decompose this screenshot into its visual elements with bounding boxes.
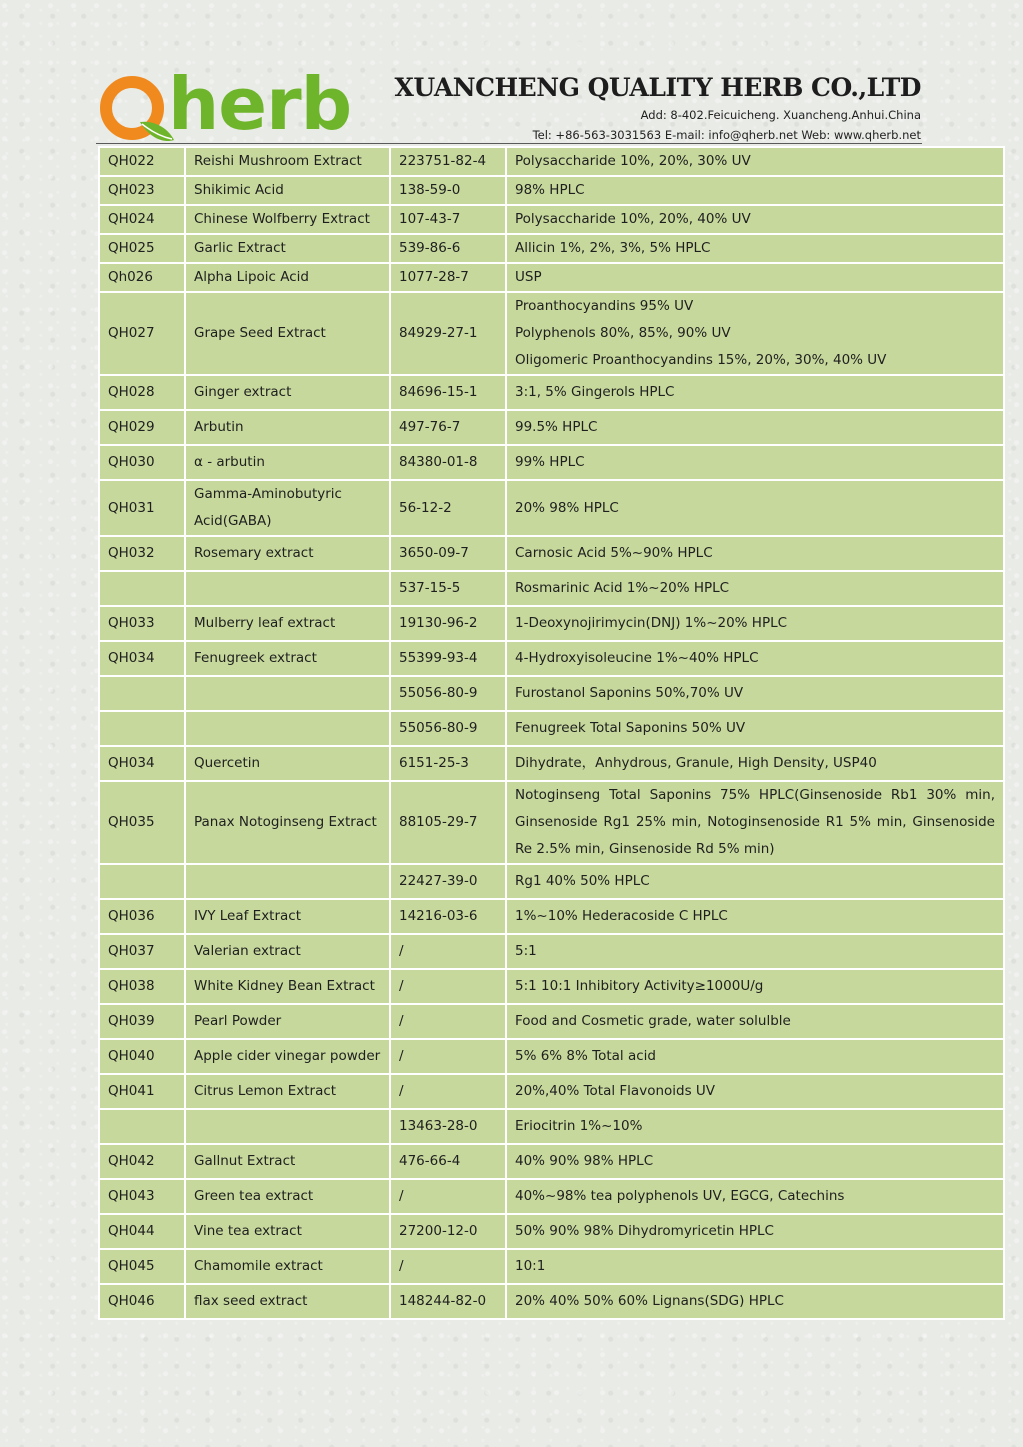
specification [506,864,1004,899]
cas-number: 14216-03-6 [390,899,506,934]
product-name: Fenugreek extract [185,641,390,676]
cas-number: / [390,1249,506,1284]
product-code [99,676,185,711]
product-code [99,864,185,899]
specification-line: 5% 6% 8% Total acid [515,1048,656,1064]
product-code: QH038 [99,969,185,1004]
specification [506,176,1004,205]
product-code: QH034 [99,641,185,676]
cas-number: / [390,934,506,969]
specification-line: 5:1 [515,943,537,959]
specification [506,410,1004,445]
specification-line: Polysaccharide 10%, 20%, 30% UV [515,153,751,169]
product-code: QH040 [99,1039,185,1074]
table-row [99,1284,1004,1319]
table-row [99,571,1004,606]
cas-number: 84380-01-8 [390,445,506,480]
product-code: QH041 [99,1074,185,1109]
cas-number: 1077-28-7 [390,263,506,292]
specification-line: 99% HPLC [515,454,585,470]
specification [506,899,1004,934]
specification-line: 20%,40% Total Flavonoids UV [515,1083,716,1099]
specification-line: 4-Hydroxyisoleucine 1%~40% HPLC [515,650,759,666]
specification [506,1004,1004,1039]
specification [506,1109,1004,1144]
product-name: Rosemary extract [185,536,390,571]
table-row [99,1249,1004,1284]
product-code: QH037 [99,934,185,969]
product-code [99,1109,185,1144]
specification-line: Food and Cosmetic grade, water solulble [515,1013,791,1029]
cas-number: 55399-93-4 [390,641,506,676]
table-row [99,781,1004,864]
specification [506,263,1004,292]
cas-number: 27200-12-0 [390,1214,506,1249]
cas-number: / [390,969,506,1004]
product-name: α - arbutin [185,445,390,480]
specification-line: Rg1 40% 50% HPLC [515,873,650,889]
cas-number: 539-86-6 [390,234,506,263]
product-name [185,864,390,899]
specification-line: Polyphenols 80%, 85%, 90% UV [515,325,731,341]
specification-line: Allicin 1%, 2%, 3%, 5% HPLC [515,240,711,256]
cas-number: 84696-15-1 [390,375,506,410]
logo-wordmark: herb [168,62,352,146]
table-row [99,234,1004,263]
product-name: Gamma-Aminobutyric Acid(GABA) [185,480,390,536]
specification [506,676,1004,711]
specification [506,571,1004,606]
specification [506,1284,1004,1319]
cas-number: 476-66-4 [390,1144,506,1179]
product-name: Quercetin [185,746,390,781]
table-row [99,1004,1004,1039]
table-row [99,1109,1004,1144]
specification [506,1074,1004,1109]
specification [506,606,1004,641]
cas-number: 148244-82-0 [390,1284,506,1319]
table-row [99,292,1004,375]
product-name: Ginger extract [185,375,390,410]
product-name: Panax Notoginseng Extract [185,781,390,864]
cas-number: 138-59-0 [390,176,506,205]
product-code: QH033 [99,606,185,641]
product-code [99,711,185,746]
table-row [99,375,1004,410]
table-row [99,205,1004,234]
product-name: Valerian extract [185,934,390,969]
specification [506,1249,1004,1284]
product-name: Shikimic Acid [185,176,390,205]
specification-line: 1-Deoxynojirimycin(DNJ) 1%~20% HPLC [515,615,788,631]
table-row [99,263,1004,292]
table-row [99,445,1004,480]
product-code: QH042 [99,1144,185,1179]
product-name: Alpha Lipoic Acid [185,263,390,292]
product-name: Citrus Lemon Extract [185,1074,390,1109]
specification-line: Fenugreek Total Saponins 50% UV [515,720,746,736]
product-code: QH022 [99,147,185,176]
q-leaf-logo-icon [96,74,176,150]
product-code: QH034 [99,746,185,781]
cas-number: 13463-28-0 [390,1109,506,1144]
product-table-body [99,147,1004,1319]
table-row [99,480,1004,536]
table-row [99,864,1004,899]
table-row [99,969,1004,1004]
product-name: Garlic Extract [185,234,390,263]
cas-number: 497-76-7 [390,410,506,445]
specification-line: 98% HPLC [515,182,585,198]
specification-line: Furostanol Saponins 50%,70% UV [515,685,744,701]
specification-line: Oligomeric Proanthocyandins 15%, 20%, 30%, 40% UV [515,352,887,368]
company-name: XUANCHENG QUALITY HERB CO.,LTD [394,73,921,102]
specification [506,292,1004,375]
table-row [99,536,1004,571]
specification [506,1214,1004,1249]
table-row [99,899,1004,934]
product-code: QH045 [99,1249,185,1284]
product-code: QH036 [99,899,185,934]
specification [506,1179,1004,1214]
table-row [99,1074,1004,1109]
specification-line: Polysaccharide 10%, 20%, 40% UV [515,211,751,227]
specification-line: 40%~98% tea polyphenols UV, EGCG, Catechins [515,1188,845,1204]
cas-number: / [390,1004,506,1039]
specification-line: Proanthocyandins 95% UV [515,298,694,314]
cas-number: 55056-80-9 [390,676,506,711]
cas-number: 223751-82-4 [390,147,506,176]
table-row [99,934,1004,969]
product-code: QH025 [99,234,185,263]
table-row [99,641,1004,676]
table-row [99,746,1004,781]
cas-number: 56-12-2 [390,480,506,536]
specification-line: Carnosic Acid 5%~90% HPLC [515,545,713,561]
product-name: Green tea extract [185,1179,390,1214]
product-code: QH039 [99,1004,185,1039]
table-row [99,1039,1004,1074]
specification-line: 20% 98% HPLC [515,499,619,516]
header-divider [96,143,922,144]
cas-number: 6151-25-3 [390,746,506,781]
product-name [185,1109,390,1144]
product-name: Pearl Powder [185,1004,390,1039]
product-name [185,711,390,746]
table-row [99,1144,1004,1179]
specification-line: USP [515,269,542,285]
specification [506,375,1004,410]
cas-number: 55056-80-9 [390,711,506,746]
specification-line: 20% 40% 50% 60% Lignans(SDG) HPLC [515,1293,784,1309]
specification-line: 5:1 10:1 Inhibitory Activity≥1000U/g [515,978,764,994]
product-name: flax seed extract [185,1284,390,1319]
specification-line: 3:1, 5% Gingerols HPLC [515,384,675,400]
product-code: QH046 [99,1284,185,1319]
qherb-logo [96,62,352,150]
product-name: White Kidney Bean Extract [185,969,390,1004]
product-code: QH035 [99,781,185,864]
product-name: Chinese Wolfberry Extract [185,205,390,234]
product-name: Mulberry leaf extract [185,606,390,641]
cas-number: / [390,1039,506,1074]
table-row [99,1214,1004,1249]
product-name [185,571,390,606]
specification [506,641,1004,676]
specification [506,445,1004,480]
specification [506,536,1004,571]
table-row [99,176,1004,205]
cas-number: / [390,1074,506,1109]
product-name: Chamomile extract [185,1249,390,1284]
cas-number: 537-15-5 [390,571,506,606]
product-code: QH044 [99,1214,185,1249]
specification-line: 40% 90% 98% HPLC [515,1153,654,1169]
cas-number: / [390,1179,506,1214]
product-code: QH027 [99,292,185,375]
specification-line: 99.5% HPLC [515,419,598,435]
product-code: QH032 [99,536,185,571]
product-name: Apple cider vinegar powder [185,1039,390,1074]
product-code: QH043 [99,1179,185,1214]
product-code: QH030 [99,445,185,480]
specification-line: 50% 90% 98% Dihydromyricetin HPLC [515,1223,774,1239]
specification-line: Notoginseng Total Saponins 75% HPLC(Ginsenoside Rb1 30% min, Ginsenoside Rg1 25% min, Notoginsenoside R1 5% min, Ginsenoside Re 2.5% min, Ginsenoside Rd 5% min) [515,787,995,857]
table-row [99,676,1004,711]
table-row [99,1179,1004,1214]
cas-number: 3650-09-7 [390,536,506,571]
cas-number: 88105-29-7 [390,781,506,864]
product-name: Arbutin [185,410,390,445]
specification [506,147,1004,176]
specification-line: 1%~10% Hederacoside C HPLC [515,908,728,924]
table-row [99,711,1004,746]
specification [506,746,1004,781]
product-code: QH023 [99,176,185,205]
company-address: Add: 8-402.Feicuicheng. Xuancheng.Anhui.China [640,108,921,122]
specification [506,934,1004,969]
cas-number: 84929-27-1 [390,292,506,375]
product-name: Reishi Mushroom Extract [185,147,390,176]
company-block [394,72,921,145]
product-name [185,676,390,711]
specification [506,234,1004,263]
product-table [98,146,1005,1320]
table-row [99,606,1004,641]
cas-number: 107-43-7 [390,205,506,234]
product-code: QH028 [99,375,185,410]
specification [506,711,1004,746]
specification [506,1144,1004,1179]
product-code: QH031 [99,480,185,536]
product-name: IVY Leaf Extract [185,899,390,934]
specification-line: Rosmarinic Acid 1%~20% HPLC [515,580,730,596]
product-name: Gallnut Extract [185,1144,390,1179]
table-row [99,410,1004,445]
specification [506,205,1004,234]
product-code: Qh026 [99,263,185,292]
specification [506,781,1004,864]
specification [506,1039,1004,1074]
product-name: Vine tea extract [185,1214,390,1249]
cas-number: 19130-96-2 [390,606,506,641]
specification-line: Eriocitrin 1%~10% [515,1118,643,1134]
product-code: QH024 [99,205,185,234]
specification-line: 10:1 [515,1258,546,1274]
product-code [99,571,185,606]
specification [506,480,1004,536]
specification [506,969,1004,1004]
specification-line: Dihydrate，Anhydrous, Granule, High Density, USP40 [515,755,877,771]
cas-number: 22427-39-0 [390,864,506,899]
product-code: QH029 [99,410,185,445]
table-row [99,147,1004,176]
company-contact: Tel: +86-563-3031563 E-mail: info@qherb.net Web: www.qherb.net [532,128,921,142]
product-name: Grape Seed Extract [185,292,390,375]
